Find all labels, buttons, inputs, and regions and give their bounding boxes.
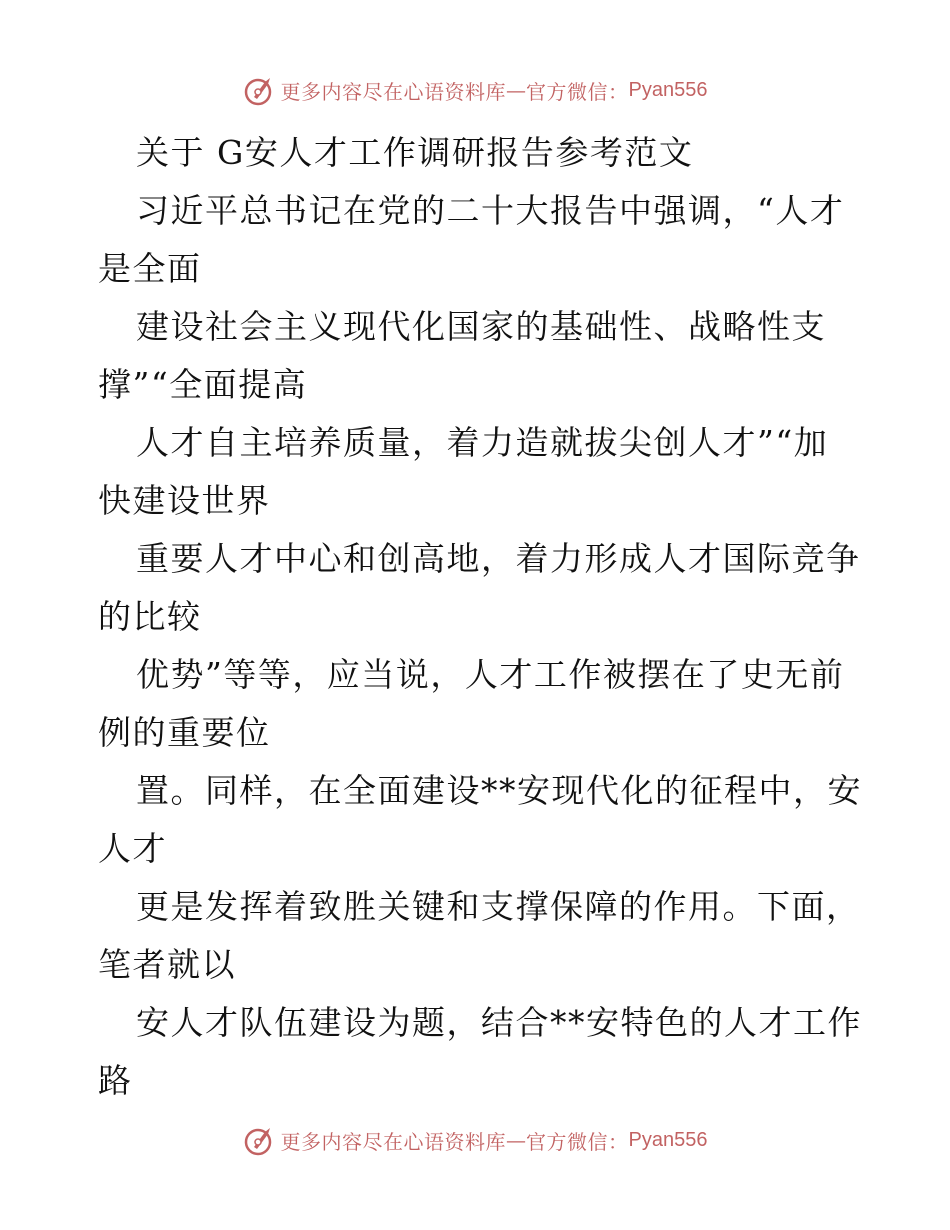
text-line: 安人才队伍建设为题，结合**安特色的人才工作 (136, 1003, 862, 1042)
text-line: 关于 G安人才工作调研报告参考范文 (136, 133, 694, 172)
text-line: 路 (98, 1061, 133, 1100)
text-line: 例的重要位 (98, 713, 271, 752)
text-line: 笔者就以 (98, 945, 236, 984)
text-line: 置。同样，在全面建设**安现代化的征程中，安 (136, 771, 862, 810)
text-line: 撑”“全面提高 (98, 365, 308, 404)
header-watermark-banner (0, 70, 950, 110)
text-line: 优势”等等，应当说，人才工作被摆在了史无前 (136, 655, 845, 694)
watermark-handle: Pyan556 (628, 1128, 708, 1151)
watermark-suffix: 官方微信： (526, 1129, 629, 1154)
document-body (98, 124, 862, 1110)
watermark-handle: Pyan556 (628, 78, 708, 101)
text-line: 重要人才中心和创高地，着力形成人才国际竞争 (136, 539, 861, 578)
text-line: 人才 (98, 829, 167, 868)
watermark-separator: — (506, 1128, 527, 1152)
watermark-suffix: 官方微信： (526, 79, 629, 104)
text-line: 人才自主培养质量，着力造就拔尖创人才”“加 (136, 423, 829, 462)
watermark-text: 更多内容尽在心语资料库 (280, 79, 507, 104)
pen-nib-circle-icon (243, 1123, 277, 1157)
watermark-separator: — (506, 78, 527, 102)
pen-nib-circle-icon (243, 73, 277, 107)
text-line: 习近平总书记在党的二十大报告中强调，“人才 (136, 191, 845, 230)
footer-watermark-banner (0, 1120, 950, 1160)
text-line: 的比较 (98, 597, 202, 636)
text-line: 快建设世界 (98, 481, 271, 520)
watermark-text: 更多内容尽在心语资料库 (280, 1129, 507, 1154)
text-line: 更是发挥着致胜关键和支撑保障的作用。下面， (136, 887, 861, 926)
text-line: 是全面 (98, 249, 202, 288)
text-line: 建设社会主义现代化国家的基础性、战略性支 (136, 307, 826, 346)
